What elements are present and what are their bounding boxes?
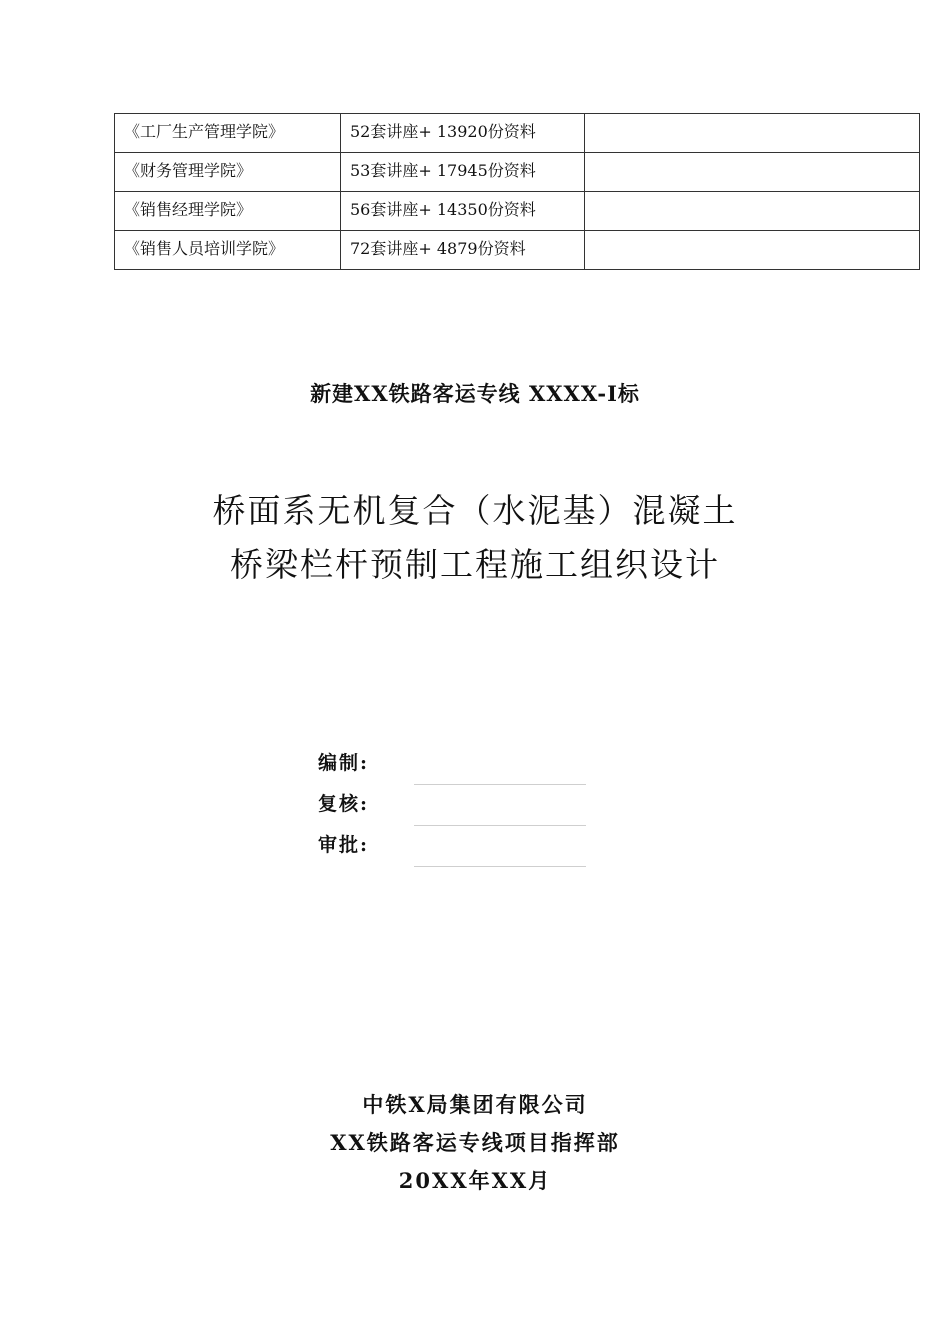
table-cell-extra [585,114,920,153]
table-cell-count [341,192,585,231]
table-row [115,114,920,153]
table-cell-count [341,153,585,192]
title-line-2: 桥梁栏杆预制工程施工组织设计 [230,545,720,584]
approve-label: 审批: [318,834,370,856]
department-name: XX铁路客运专线项目指挥部 [330,1130,620,1155]
signature-block [318,744,618,867]
table-cell-name: 《工厂生产管理学院》 [115,114,341,153]
review-label: 复核: [318,793,370,815]
compile-label: 编制: [318,752,370,774]
table-cell-extra [585,153,920,192]
table-cell-count [341,114,585,153]
table-cell-extra [585,231,920,270]
table-cell-extra [585,192,920,231]
approve-signature-line [414,866,586,867]
count-text: 56套讲座+ 14350份资料 [350,200,536,219]
count-text: 52套讲座+ 13920份资料 [350,122,536,141]
count-text: 72套讲座+ 4879份资料 [350,239,526,258]
compile-row [318,744,618,785]
document-date: 20XX年XX月 [398,1168,552,1193]
table-cell-name: 《财务管理学院》 [115,153,341,192]
company-name: 中铁X局集团有限公司 [362,1092,588,1117]
table-cell-name: 《销售经理学院》 [115,192,341,231]
title-line-1: 桥面系无机复合（水泥基）混凝土 [212,491,738,530]
table-row [115,153,920,192]
approve-row [318,826,618,867]
table-row [115,231,920,270]
table-row [115,192,920,231]
footer [0,1086,950,1200]
review-row [318,785,618,826]
table-cell-count [341,231,585,270]
project-line: 新建XX铁路客运专线 XXXX-I标 [310,381,640,406]
resource-table [114,113,920,270]
document-title [0,484,950,592]
count-text: 53套讲座+ 17945份资料 [350,161,536,180]
table-cell-name: 《销售人员培训学院》 [115,231,341,270]
